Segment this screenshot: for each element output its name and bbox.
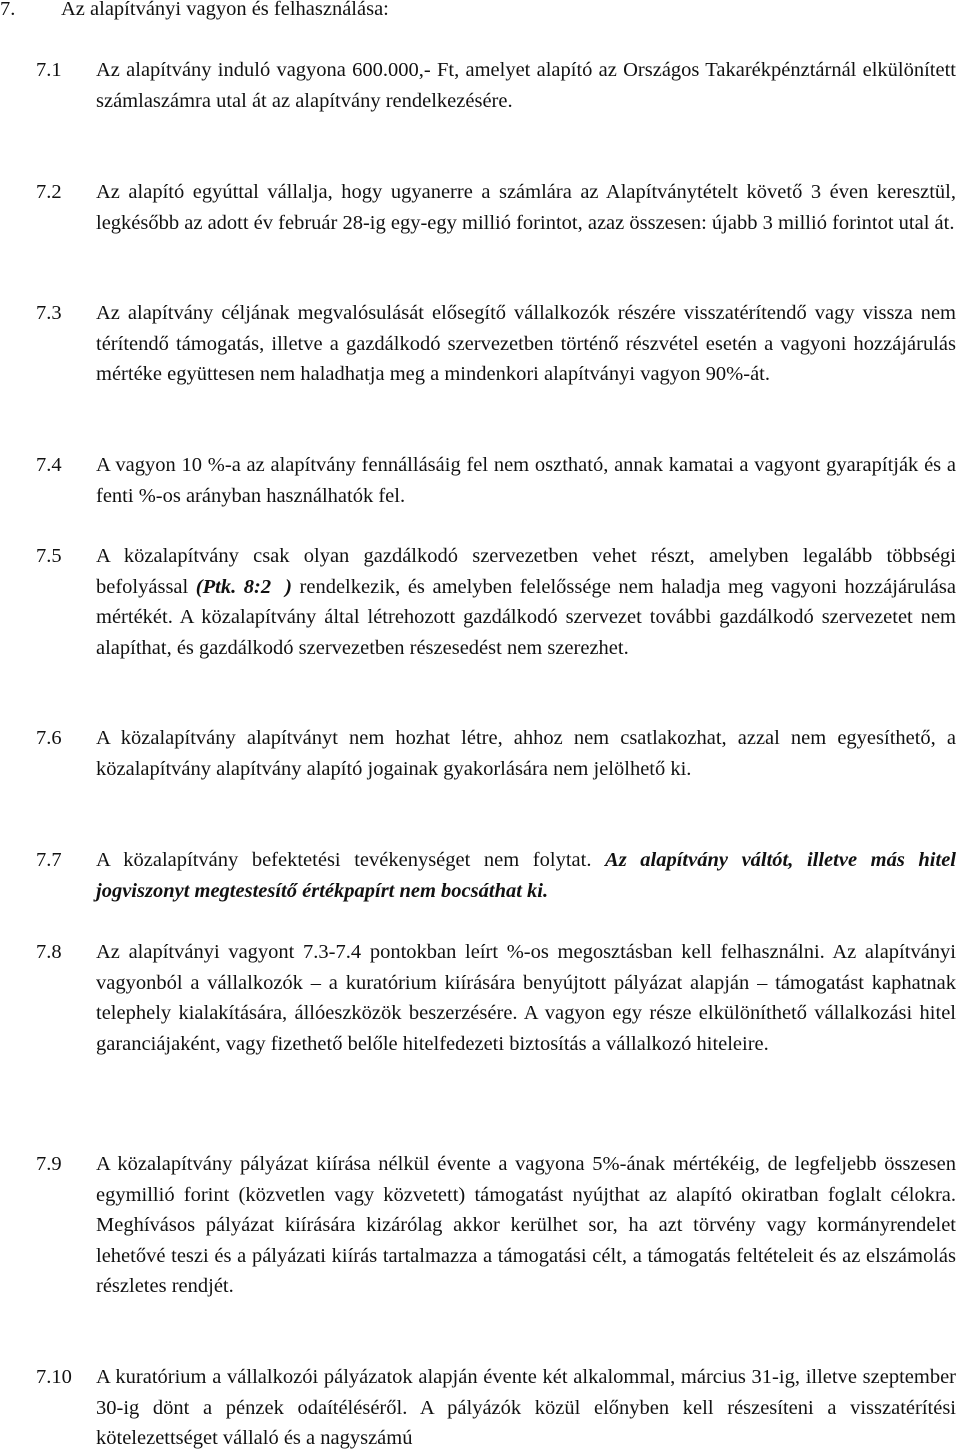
paragraph-number: 7.8 xyxy=(36,941,62,963)
paragraph-text xyxy=(96,541,956,663)
paragraph-text-part: rendelkezik, és amelyben felelőssége nem haladja meg vagyoni hozzájárulása mértékét. A közalapítvány által létrehozott gazdálkodó szervezet további gazdálkodó szervezetet nem alapíthat, és gazdálkodó szervezetben részesedést nem szerezhet. xyxy=(96,575,956,659)
paragraph-7-5 xyxy=(36,541,956,663)
paragraph-text-part: A közalapítvány csak olyan gazdálkodó szervezetben vehet részt, amelyben legalább többségi befolyással xyxy=(96,545,956,598)
legal-reference-close: ) xyxy=(285,575,292,598)
section-heading xyxy=(0,0,389,25)
paragraph-text: A közalapítvány pályázat kiírása nélkül évente a vagyona 5%-ának mértékéig, de legfeljebb összesen egymillió forint (közvetlen vagy közvetett) támogatást nyújthat az alapító okiratban foglalt célokra. Meghívásos pályázat kiírására kizárólag akkor kerülhet sor, ha azt törvény vagy kormányrendelet lehetővé teszi és a pályázati kiírás tartalmazza a támogatási célt, a támogatás feltételeit és az elszámolás részletes rendjét. xyxy=(96,1153,956,1298)
paragraph-text: A kuratórium a vállalkozói pályázatok alapján évente két alkalommal, március 31-ig, illetve szeptember 30-ig dönt a pénzek odaítéléséről. A pályázók közül előnyben kell részesíteni a visszatérítési kötelezettséget vállaló és a nagyszámú xyxy=(96,1366,956,1450)
paragraph-text: Az alapítványi vagyont 7.3-7.4 pontokban leírt %-os megosztásban kell felhasználni. Az alapítványi vagyonból a vállalkozók – a kuratórium kiírására benyújtott pályázat alapján – támogatást kaphatnak telephely kialakítására, állóeszközök beszerzésére. A vagyon egy része elkülöníthető vállalkozási hitel garanciájaként, vagy fizethető belőle hitelfedezeti biztosítás a vállalkozó hiteleire. xyxy=(96,941,956,1055)
paragraph-7-9 xyxy=(36,1149,956,1302)
paragraph-number: 7.7 xyxy=(36,849,62,871)
paragraph-text xyxy=(96,845,956,906)
paragraph-7-10 xyxy=(36,1362,956,1454)
section-title: Az alapítványi vagyon és felhasználása: xyxy=(61,0,389,20)
paragraph-number: 7.2 xyxy=(36,181,62,203)
paragraph-text: A vagyon 10 %-a az alapítvány fennállásáig fel nem osztható, annak kamatai a vagyont gyarapítják és a fenti %-os arányban használhatók fel. xyxy=(96,454,956,507)
paragraph-7-4 xyxy=(36,450,956,511)
paragraph-number: 7.10 xyxy=(36,1366,72,1388)
paragraph-7-3 xyxy=(36,298,956,390)
paragraph-7-6 xyxy=(36,723,956,784)
paragraph-number: 7.6 xyxy=(36,727,62,749)
paragraph-7-8 xyxy=(36,937,956,1059)
paragraph-number: 7.9 xyxy=(36,1153,62,1175)
paragraph-number: 7.5 xyxy=(36,545,62,567)
paragraph-number: 7.4 xyxy=(36,454,62,476)
paragraph-text-part: A közalapítvány befektetési tevékenységet nem folytat. xyxy=(96,849,606,871)
section-number: 7. xyxy=(0,0,16,20)
paragraph-7-7 xyxy=(36,845,956,906)
paragraph-7-2 xyxy=(36,177,956,238)
legal-reference-open: (Ptk. 8:2 xyxy=(195,575,272,598)
paragraph-text: Az alapító egyúttal vállalja, hogy ugyanerre a számlára az Alapítványtételt követő 3 éven keresztül, legkésőbb az adott év február 28-ig egy-egy millió forintot, azaz összesen: újabb 3 millió forintot utal át. xyxy=(96,181,956,234)
paragraph-7-1 xyxy=(36,55,956,116)
paragraph-text: Az alapítvány induló vagyona 600.000,- Ft, amelyet alapító az Országos Takarékpénztárnál elkülönített számlaszámra utal át az alapítvány rendelkezésére. xyxy=(96,59,956,112)
paragraph-text: A közalapítvány alapítványt nem hozhat létre, ahhoz nem csatlakozhat, azzal nem egyesíthető, a közalapítvány alapítvány alapító jogainak gyakorlására nem jelölhető ki. xyxy=(96,727,956,780)
emphasized-text: Az alapítvány váltót, illetve más hitel jogviszonyt megtestesítő értékpapírt nem bocsáthat ki. xyxy=(96,849,956,902)
paragraph-text: Az alapítvány céljának megvalósulását elősegítő vállalkozók részére visszatérítendő vagy vissza nem térítendő támogatás, illetve a gazdálkodó szervezetben történő részvétel esetén a vagyoni hozzájárulás mértéke együttesen nem haladhatja meg a mindenkori alapítványi vagyon 90%-át. xyxy=(96,302,956,386)
paragraph-number: 7.1 xyxy=(36,59,62,81)
paragraph-number: 7.3 xyxy=(36,302,62,324)
